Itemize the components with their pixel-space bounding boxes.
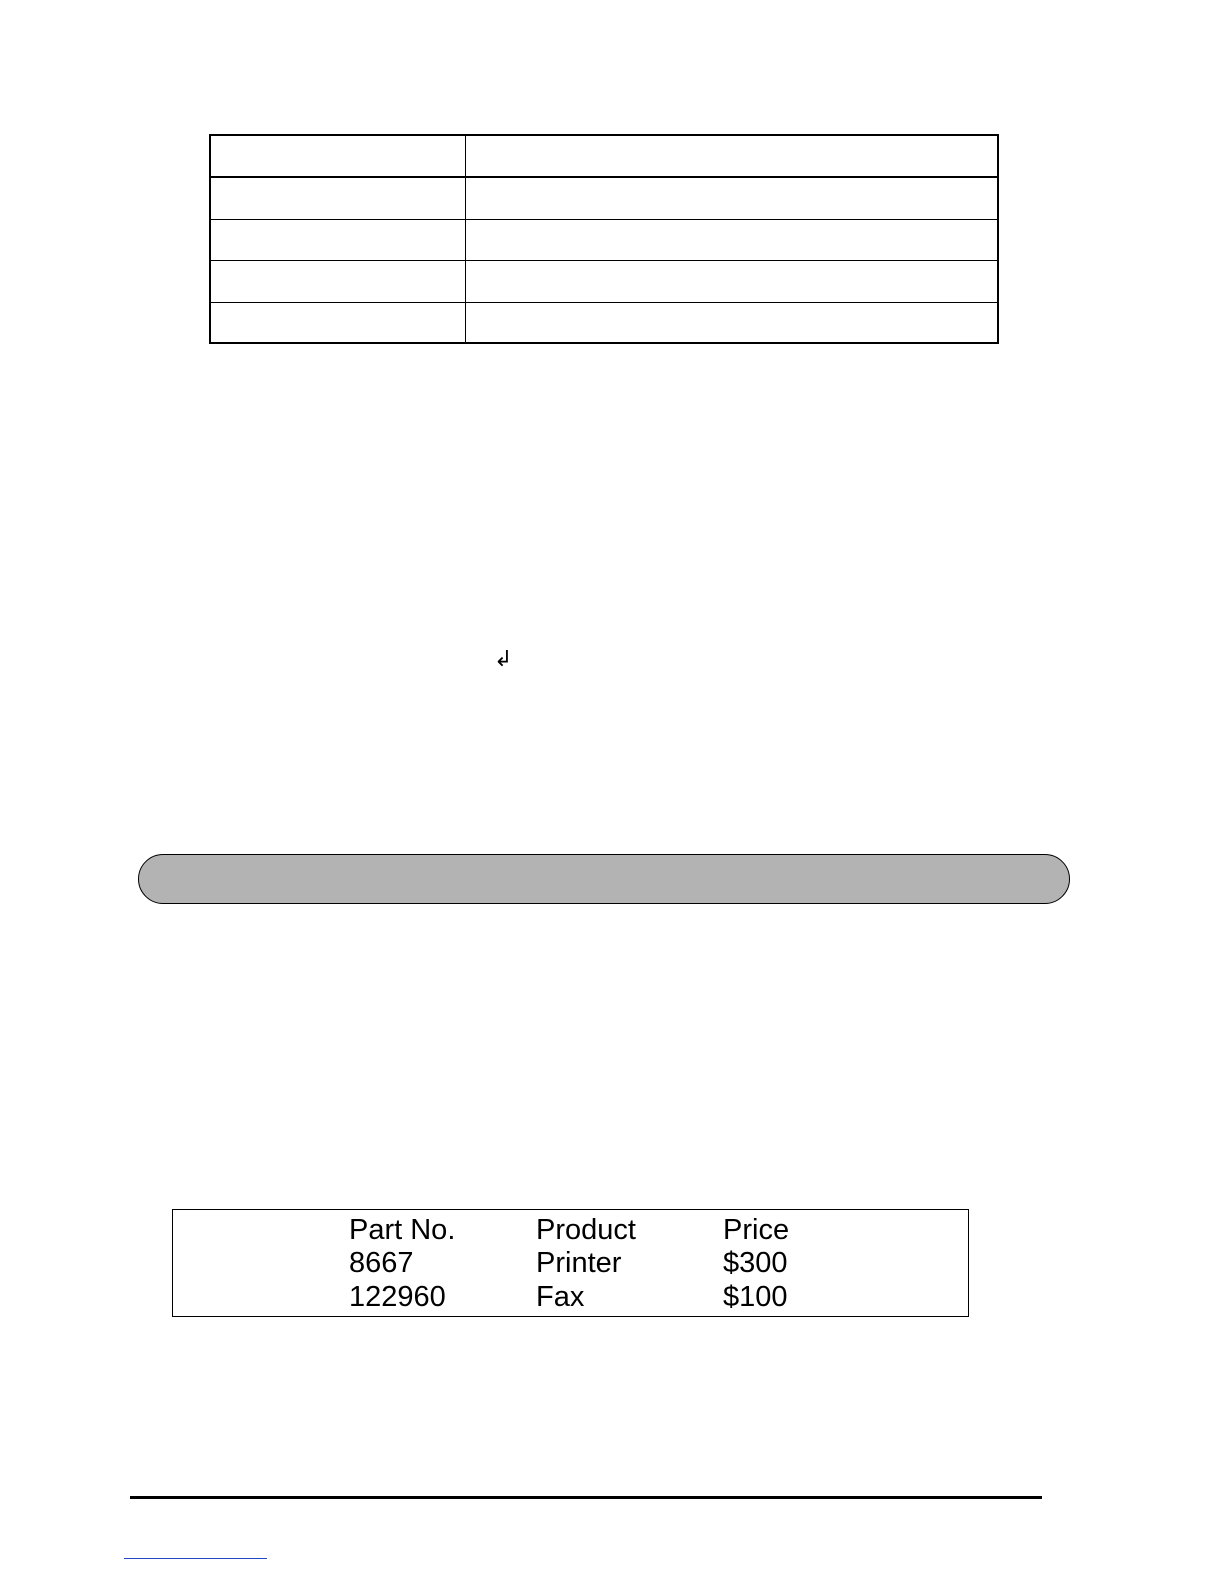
label-header-part-no: Part No.	[349, 1214, 456, 1246]
footer-divider	[130, 1496, 1042, 1499]
label-header-price: Price	[723, 1214, 790, 1246]
label-cell-part-no: 8667	[349, 1247, 414, 1279]
footer-link-underline[interactable]	[124, 1558, 267, 1559]
section-heading-bar	[138, 854, 1070, 904]
table-row-divider	[211, 219, 997, 220]
table-row-divider	[211, 302, 997, 303]
label-cell-price: $300	[723, 1247, 788, 1279]
label-print-sample	[172, 1209, 969, 1317]
label-cell-part-no: 122960	[349, 1281, 446, 1313]
label-header-product: Product	[536, 1214, 636, 1246]
label-cell-product: Printer	[536, 1247, 622, 1279]
label-cell-product: Fax	[536, 1281, 585, 1313]
table-column-divider	[465, 136, 466, 342]
empty-grid-table	[209, 134, 999, 344]
table-header-divider	[211, 176, 997, 178]
label-cell-price: $100	[723, 1281, 788, 1313]
return-key-icon: ↲	[494, 647, 513, 672]
table-row-divider	[211, 260, 997, 261]
